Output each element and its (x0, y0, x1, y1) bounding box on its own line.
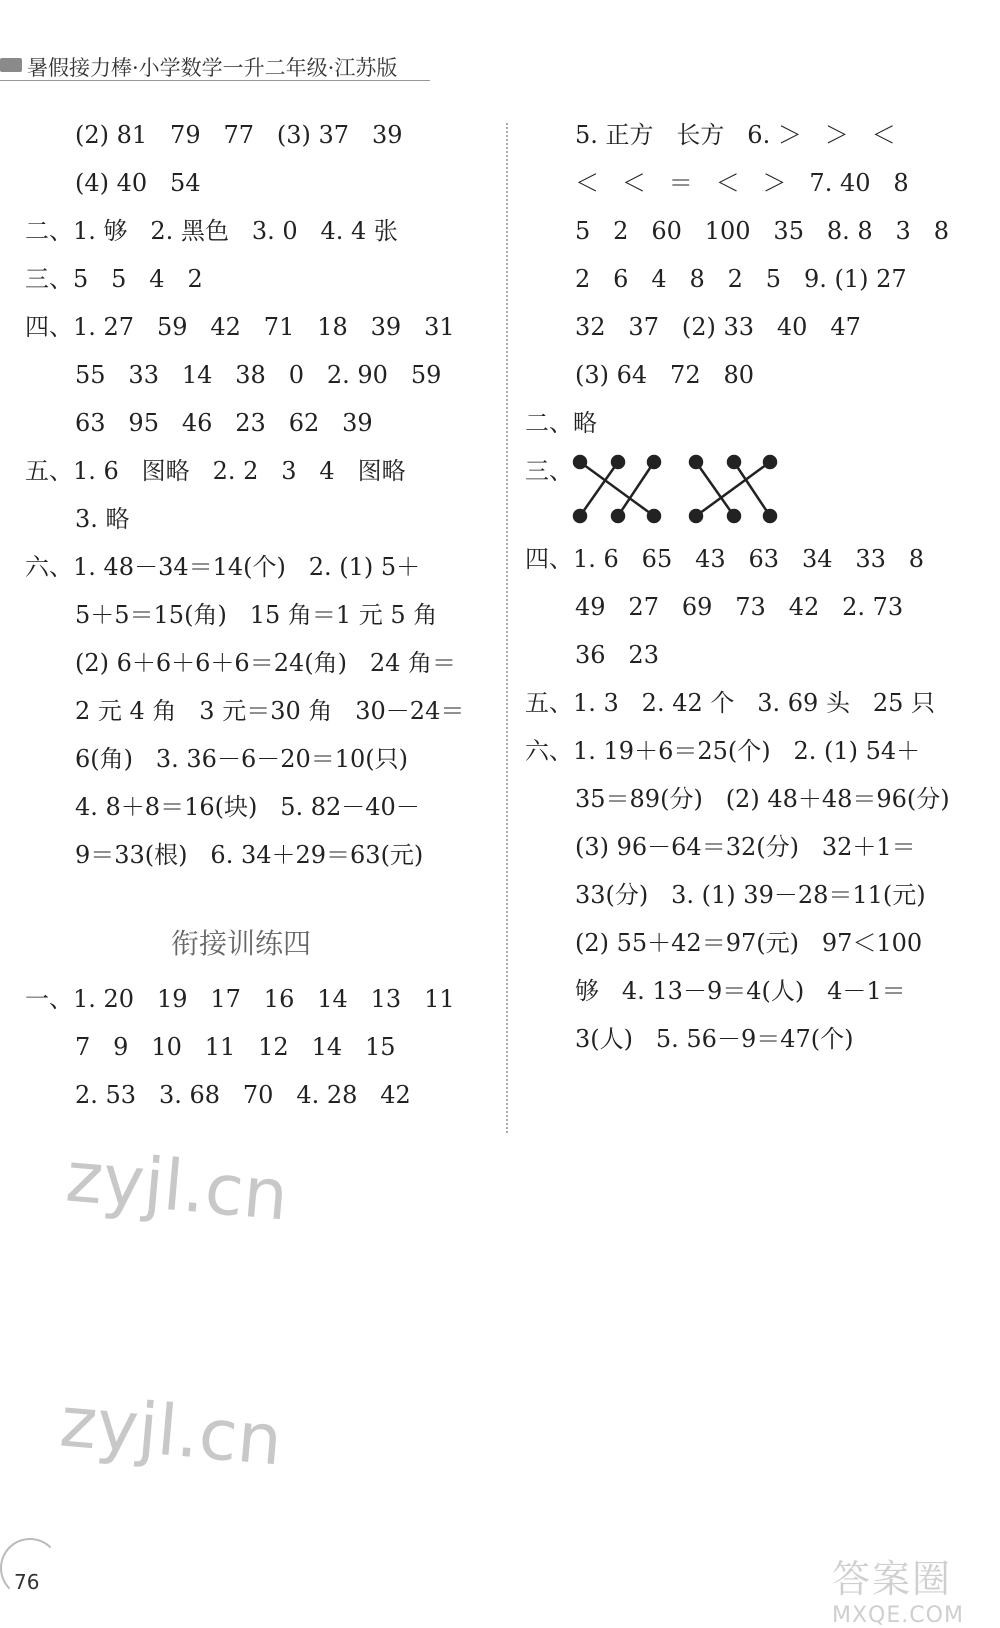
match-line (696, 462, 770, 516)
answer-line: 2 6 4 8 2 5 9. (1) 27 (575, 265, 907, 293)
answer-line: 够 4. 13－9＝4(人) 4－1＝ (575, 977, 906, 1005)
match-line (696, 462, 734, 516)
answer-line: 2. 53 3. 68 70 4. 28 42 (75, 1081, 411, 1109)
answer-line: 2 元 4 角 3 元＝30 角 30－24＝ (75, 697, 465, 725)
match-dot (648, 510, 660, 522)
answer-line: 三、 (525, 457, 573, 485)
answer-line: 55 33 14 38 0 2. 90 59 (75, 361, 442, 389)
header-rule (0, 80, 430, 81)
answer-line: 四、1. 27 59 42 71 18 39 31 (25, 313, 455, 341)
answer-line: 3(人) 5. 56－9＝47(个) (575, 1025, 854, 1053)
stamp-text: 答案圈 (832, 1557, 953, 1601)
answer-line: 49 27 69 73 42 2. 73 (575, 593, 904, 621)
answer-line: (2) 55＋42＝97(元) 97＜100 (575, 929, 923, 957)
match-dot (690, 510, 702, 522)
answer-line: 3. 略 (75, 505, 130, 533)
match-dot (728, 510, 740, 522)
answer-line: 35＝89(分) (2) 48＋48＝96(分) (575, 785, 950, 813)
answer-line: 二、略 (525, 409, 597, 437)
answer-line: 9＝33(根) 6. 34＋29＝63(元) (75, 841, 424, 869)
answer-line: (3) 96－64＝32(分) 32＋1＝ (575, 833, 916, 861)
match-dot (612, 510, 624, 522)
answer-line: (2) 81 79 77 (3) 37 39 (75, 121, 403, 149)
answer-line: 36 23 (575, 641, 659, 669)
watermark: zyjl.cn (62, 1135, 292, 1237)
answer-line: 4. 8＋8＝16(块) 5. 82－40－ (75, 793, 420, 821)
match-dot (690, 456, 702, 468)
answer-line: 五、1. 6 图略 2. 2 3 4 图略 (25, 457, 406, 485)
match-dot (764, 456, 776, 468)
answer-line: 32 37 (2) 33 40 47 (575, 313, 861, 341)
answer-line: 5. 正方 长方 6. ＞ ＞ ＜ (575, 121, 896, 149)
answer-line: 33(分) 3. (1) 39－28＝11(元) (575, 881, 926, 909)
column-divider (506, 123, 508, 1133)
match-dot (574, 510, 586, 522)
match-line (618, 462, 654, 516)
answer-line: 6(角) 3. 36－6－20＝10(只) (75, 745, 409, 773)
answer-line: 5 2 60 100 35 8. 8 3 8 (575, 217, 949, 245)
stamp-url: MXQE.COM (832, 1603, 964, 1628)
match-dot (764, 510, 776, 522)
answer-line: 六、1. 48－34＝14(个) 2. (1) 5＋ (25, 553, 421, 581)
matching-diagram (570, 450, 790, 530)
match-dot (648, 456, 660, 468)
answer-line: 一、1. 20 19 17 16 14 13 11 (25, 985, 455, 1013)
answer-line: 六、1. 19＋6＝25(个) 2. (1) 54＋ (525, 737, 921, 765)
answer-line: 7 9 10 11 12 14 15 (75, 1033, 396, 1061)
site-stamp (832, 1548, 964, 1628)
watermark: zyjl.cn (56, 1380, 286, 1482)
match-dot (574, 456, 586, 468)
match-line (580, 462, 654, 516)
answer-line: 二、1. 够 2. 黑色 3. 0 4. 4 张 (25, 217, 398, 245)
section-title: 衔接训练四 (171, 927, 312, 960)
answer-line: 63 95 46 23 62 39 (75, 409, 373, 437)
answer-line: 三、5 5 4 2 (25, 265, 203, 293)
page-number: 76 (14, 1570, 40, 1594)
page-header (0, 50, 430, 80)
match-dot (728, 456, 740, 468)
answer-line: (4) 40 54 (75, 169, 201, 197)
answer-line: 5＋5＝15(角) 15 角＝1 元 5 角 (75, 601, 438, 629)
answer-line: 四、1. 6 65 43 63 34 33 8 (525, 545, 925, 573)
match-line (580, 462, 618, 516)
answer-line: ＜ ＜ ＝ ＜ ＞ 7. 40 8 (575, 169, 909, 197)
header-bar-icon (0, 58, 22, 72)
answer-line: (3) 64 72 80 (575, 361, 755, 389)
answer-line: 五、1. 3 2. 42 个 3. 69 头 25 只 (525, 689, 936, 717)
match-line (734, 462, 770, 516)
match-dot (612, 456, 624, 468)
header-title: 暑假接力棒·小学数学一升二年级·江苏版 (27, 56, 398, 80)
answer-line: (2) 6＋6＋6＋6＝24(角) 24 角＝ (75, 649, 457, 677)
